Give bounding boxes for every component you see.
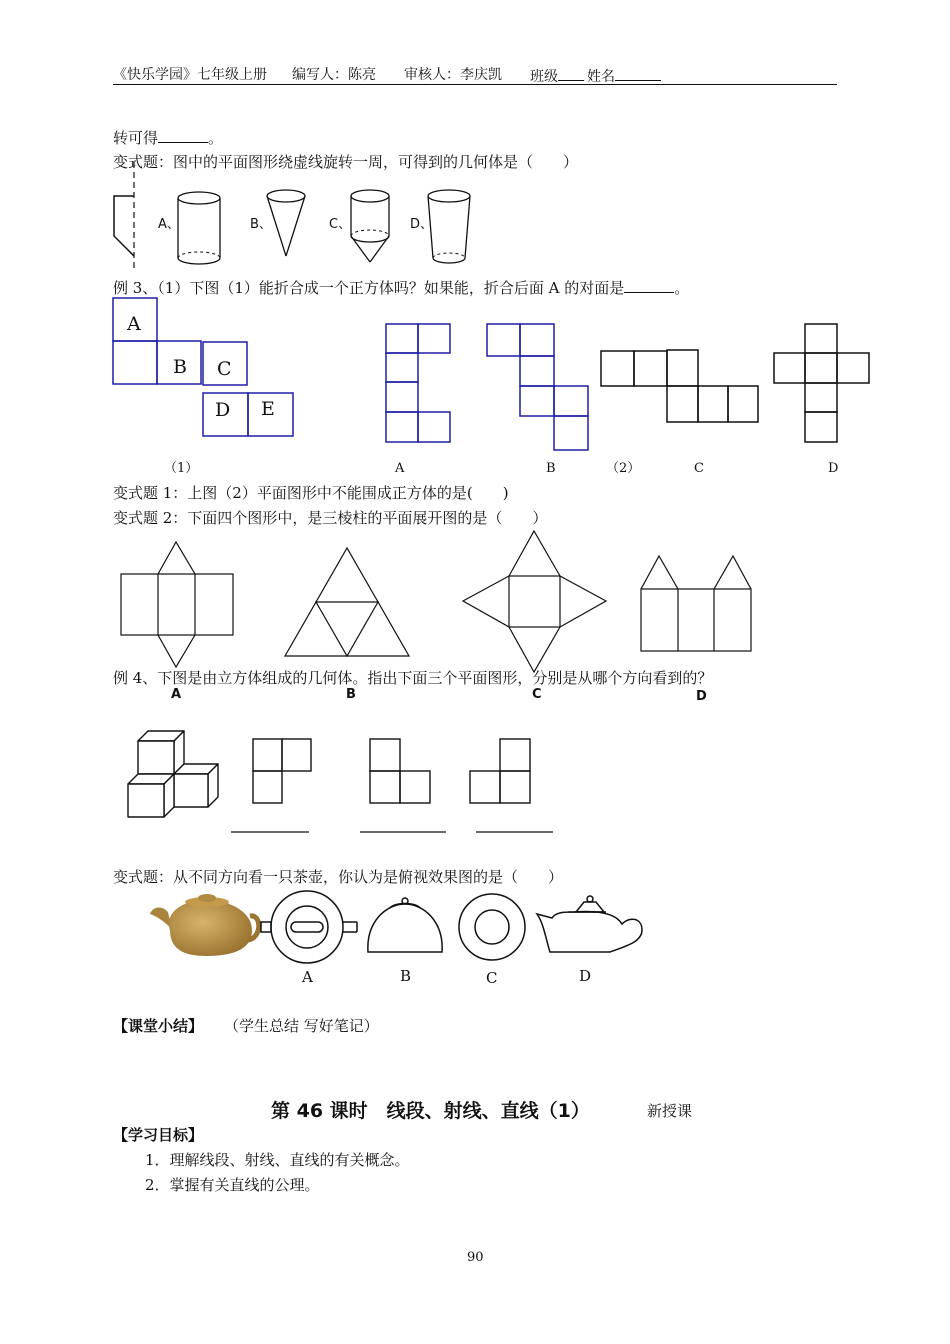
teapot-view-a [261, 891, 357, 963]
caption-a: A [395, 461, 405, 476]
goals-label: 【学习目标】 [113, 1126, 204, 1144]
variant-teapot-question: 变式题：从不同方向看一只茶壶，你认为是俯视效果图的是（ ） [113, 868, 564, 886]
prism-option-d: D [696, 689, 707, 704]
class-label: 班级 [530, 69, 558, 85]
net-label-e: E [261, 398, 275, 420]
header-book: 《快乐学园》七年级上册 [113, 67, 267, 83]
prism-option-a: A [171, 687, 182, 702]
caption-b: B [546, 461, 556, 476]
teapot-option-b: B [400, 967, 412, 985]
summary-label: 【课堂小结】 [113, 1017, 204, 1035]
prism-option-c: C [532, 687, 542, 702]
goal-item-2: 2．掌握有关直线的公理。 [145, 1176, 320, 1194]
teapot-view-b [368, 898, 442, 952]
teapot-option-a: A [302, 968, 313, 986]
rotate-option-d: D、 [410, 217, 434, 232]
net-label-a: A [127, 313, 141, 335]
rotate-option-b: B、 [250, 217, 272, 232]
page-number: 90 [467, 1250, 484, 1265]
rotate-end-text: 转可得 [113, 129, 159, 147]
prism-option-b: B [346, 687, 356, 702]
teapot-view-c [459, 894, 525, 960]
net-label-b: B [173, 356, 187, 378]
lesson-tag: 新授课 [647, 1102, 693, 1120]
name-label: 姓名 [587, 69, 615, 85]
teapot-photo [150, 894, 259, 956]
example3-question: 例 3、（1）下图（1）能折合成一个正方体吗？如果能，折合后面 A 的对面是 [113, 279, 625, 297]
header-author: 编写人：陈亮 [292, 67, 376, 83]
caption-2: （2） [606, 461, 641, 476]
variant2-question: 变式题 2：下面四个图形中，是三棱柱的平面展开图的是（ ） [113, 509, 548, 527]
net-label-d: D [215, 399, 231, 421]
lesson-title: 第 46 课时 线段、射线、直线（1） [271, 1100, 590, 1122]
teapot-option-c: C [486, 969, 498, 987]
teapot-view-d [537, 896, 642, 952]
rotate-end-suffix: 。 [208, 129, 224, 147]
example3-suffix: 。 [674, 279, 690, 297]
caption-1: （1） [164, 461, 199, 476]
teapot-option-d: D [579, 967, 592, 985]
variant-rotate-question: 变式题：图中的平面图形绕虚线旋转一周，可得到的几何体是（ ） [113, 153, 579, 171]
caption-c: C [694, 461, 704, 476]
header-reviewer: 审核人：李庆凯 [404, 67, 502, 83]
rotate-option-c: C、 [329, 217, 352, 232]
example4-question: 例 4、下图是由立方体组成的几何体。指出下面三个平面图形，分别是从哪个方向看到的？ [113, 669, 713, 687]
caption-d: D [828, 461, 839, 476]
summary-note: （学生总结 写好笔记） [224, 1017, 379, 1035]
goal-item-1: 1．理解线段、射线、直线的有关概念。 [145, 1151, 410, 1169]
variant1-question: 变式题 1：上图（2）平面图形中不能围成正方体的是( ) [113, 484, 509, 502]
rotate-option-a: A、 [158, 217, 180, 232]
net-label-c: C [217, 358, 232, 380]
